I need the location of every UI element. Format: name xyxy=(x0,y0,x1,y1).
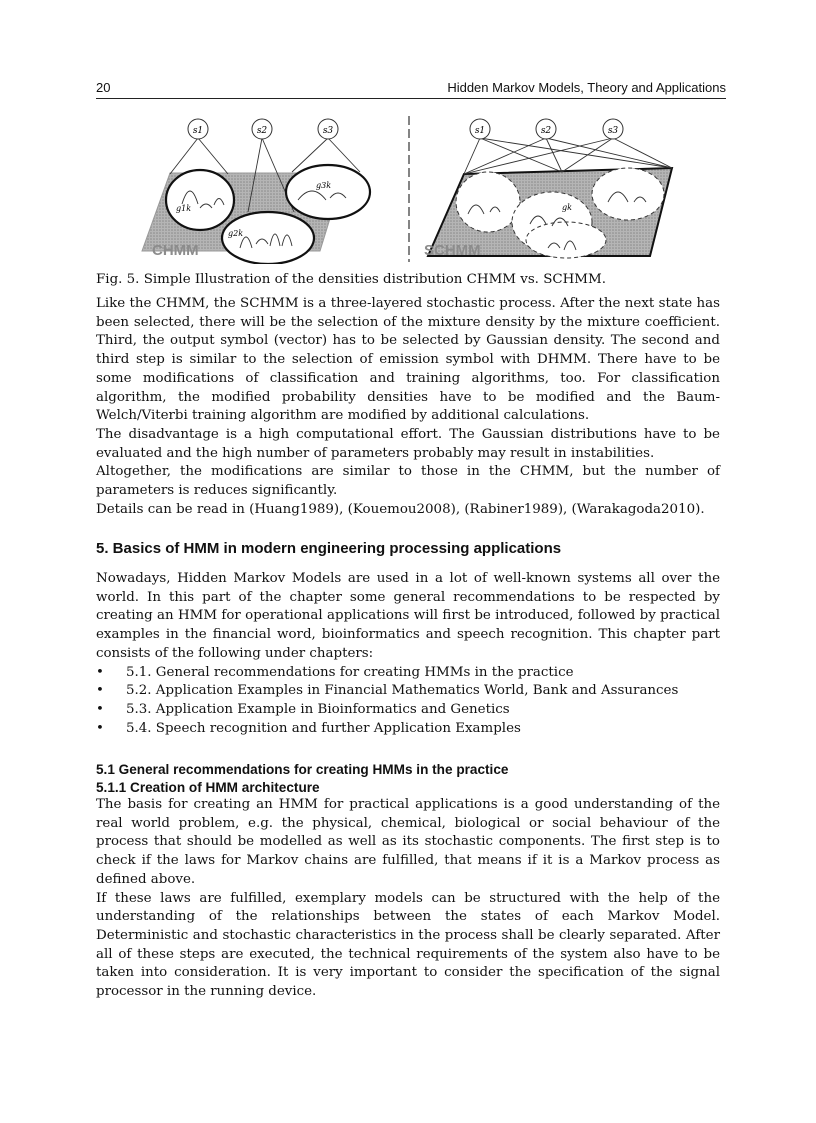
chmm-density-g1k xyxy=(166,170,234,230)
figure-caption: Fig. 5. Simple Illustration of the densities distribution CHMM vs. SCHMM. xyxy=(96,272,606,287)
schmm-label: SCHMM xyxy=(424,242,481,259)
bullet-icon: • xyxy=(96,683,104,699)
schmm-density-gk-label: gk xyxy=(562,203,572,212)
intro-text xyxy=(96,295,720,519)
chmm-state-s2-label: s2 xyxy=(256,126,268,136)
chmm-density-g2k-label: g2k xyxy=(228,229,244,238)
paragraph: If these laws are fulfilled, exemplary models can be structured with the help of the understanding of the relationships between the states of each Markov Model. Deterministic and stochastic characteristics in the process shall be clearly separated. After all of these steps are executed, the technical requirements of the system also have to be taken into consideration. It is very important to consider the specification of the signal processor in the running device. xyxy=(96,890,720,1000)
paragraph: Altogether, the modifications are similar to those in the CHMM, but the number of parameters is reduces significantly. xyxy=(96,464,720,499)
page-number: 20 xyxy=(96,80,111,95)
paragraph: The basis for creating an HMM for practical applications is a good understanding of the real world problem, e.g. the physical, chemical, biological or social behaviour of the process that should be modelled as well as its stochastic components. The first step is to check if the laws for Markov chains are fulfilled, that means if it is a Markov process as defined above. xyxy=(96,797,720,887)
list-item xyxy=(96,664,720,683)
chmm-density-g3k xyxy=(286,165,370,219)
list-item xyxy=(96,682,720,701)
schmm-state-s1-label: s1 xyxy=(474,126,486,136)
chmm-state-s2 xyxy=(252,119,272,139)
section51-body xyxy=(96,796,720,1002)
list-item xyxy=(96,701,720,720)
list-item-text: 5.3. Application Example in Bioinformatics and Genetics xyxy=(126,701,510,717)
paragraph: Details can be read in (Huang1989), (Kouemou2008), (Rabiner1989), (Warakagoda2010). xyxy=(96,501,705,517)
chmm-panel xyxy=(142,119,370,264)
bullet-icon: • xyxy=(96,664,104,680)
schmm-state-s3 xyxy=(603,119,623,139)
schmm-state-s2 xyxy=(536,119,556,139)
subsubsection-heading: 5.1.1 Creation of HMM architecture xyxy=(96,780,320,795)
chmm-state-s3 xyxy=(318,119,338,139)
section-heading: 5. Basics of HMM in modern engineering processing applications xyxy=(96,540,562,557)
chmm-density-g1k-label: g1k xyxy=(176,204,192,213)
schmm-state-s3-label: s3 xyxy=(607,126,619,136)
chmm-density-g3k-label: g3k xyxy=(316,181,332,190)
schmm-state-s2-label: s2 xyxy=(540,126,552,136)
section5-body xyxy=(96,570,720,738)
bullet-icon: • xyxy=(96,701,104,717)
paragraph: The disadvantage is a high computational effort. The Gaussian distributions have to be evaluated and the high number of parameters probably may result in instabilities. xyxy=(96,426,720,461)
chmm-state-s1-label: s1 xyxy=(192,126,204,136)
schmm-panel xyxy=(424,119,672,259)
subsection-heading: 5.1 General recommendations for creating HMMs in the practice xyxy=(96,762,509,777)
list-item xyxy=(96,720,720,739)
chmm-state-s1 xyxy=(188,119,208,139)
list-item-text: 5.1. General recommendations for creating HMMs in the practice xyxy=(126,664,574,680)
chmm-label: CHMM xyxy=(152,242,199,259)
chmm-vs-schmm-figure xyxy=(132,112,692,264)
paragraph: Like the CHMM, the SCHMM is a three-layered stochastic process. After the next state has been selected, there will be the selection of the mixture density by the mixture coefficient. Third, the output symbol (vector) has to be selected by Gaussian density. The second and third step is similar to the selection of emission symbol with DHMM. There have to be some modifications of classification and training algorithms, too. For classification algorithm, the modified probability densities have to be modified and the Baum-Welch/Viterbi training algorithm are modified by additional calculations. xyxy=(96,296,720,424)
chmm-state-s3-label: s3 xyxy=(322,126,334,136)
running-title: Hidden Markov Models, Theory and Applications xyxy=(447,80,726,95)
list-item-text: 5.2. Application Examples in Financial Mathematics World, Bank and Assurances xyxy=(126,683,679,699)
list-item-text: 5.4. Speech recognition and further Application Examples xyxy=(126,720,521,736)
paragraph: Nowadays, Hidden Markov Models are used in a lot of well-known systems all over the world. In this part of the chapter some general recommendations to be respected by creating an HMM for operational applications will first be introduced, followed by practical examples in the financial word, bioinformatics and speech recognition. This chapter part consists of the following under chapters: xyxy=(96,571,720,661)
chmm-density-g2k xyxy=(222,212,314,264)
bullet-icon: • xyxy=(96,720,104,736)
schmm-state-s1 xyxy=(470,119,490,139)
page-header xyxy=(96,80,726,99)
